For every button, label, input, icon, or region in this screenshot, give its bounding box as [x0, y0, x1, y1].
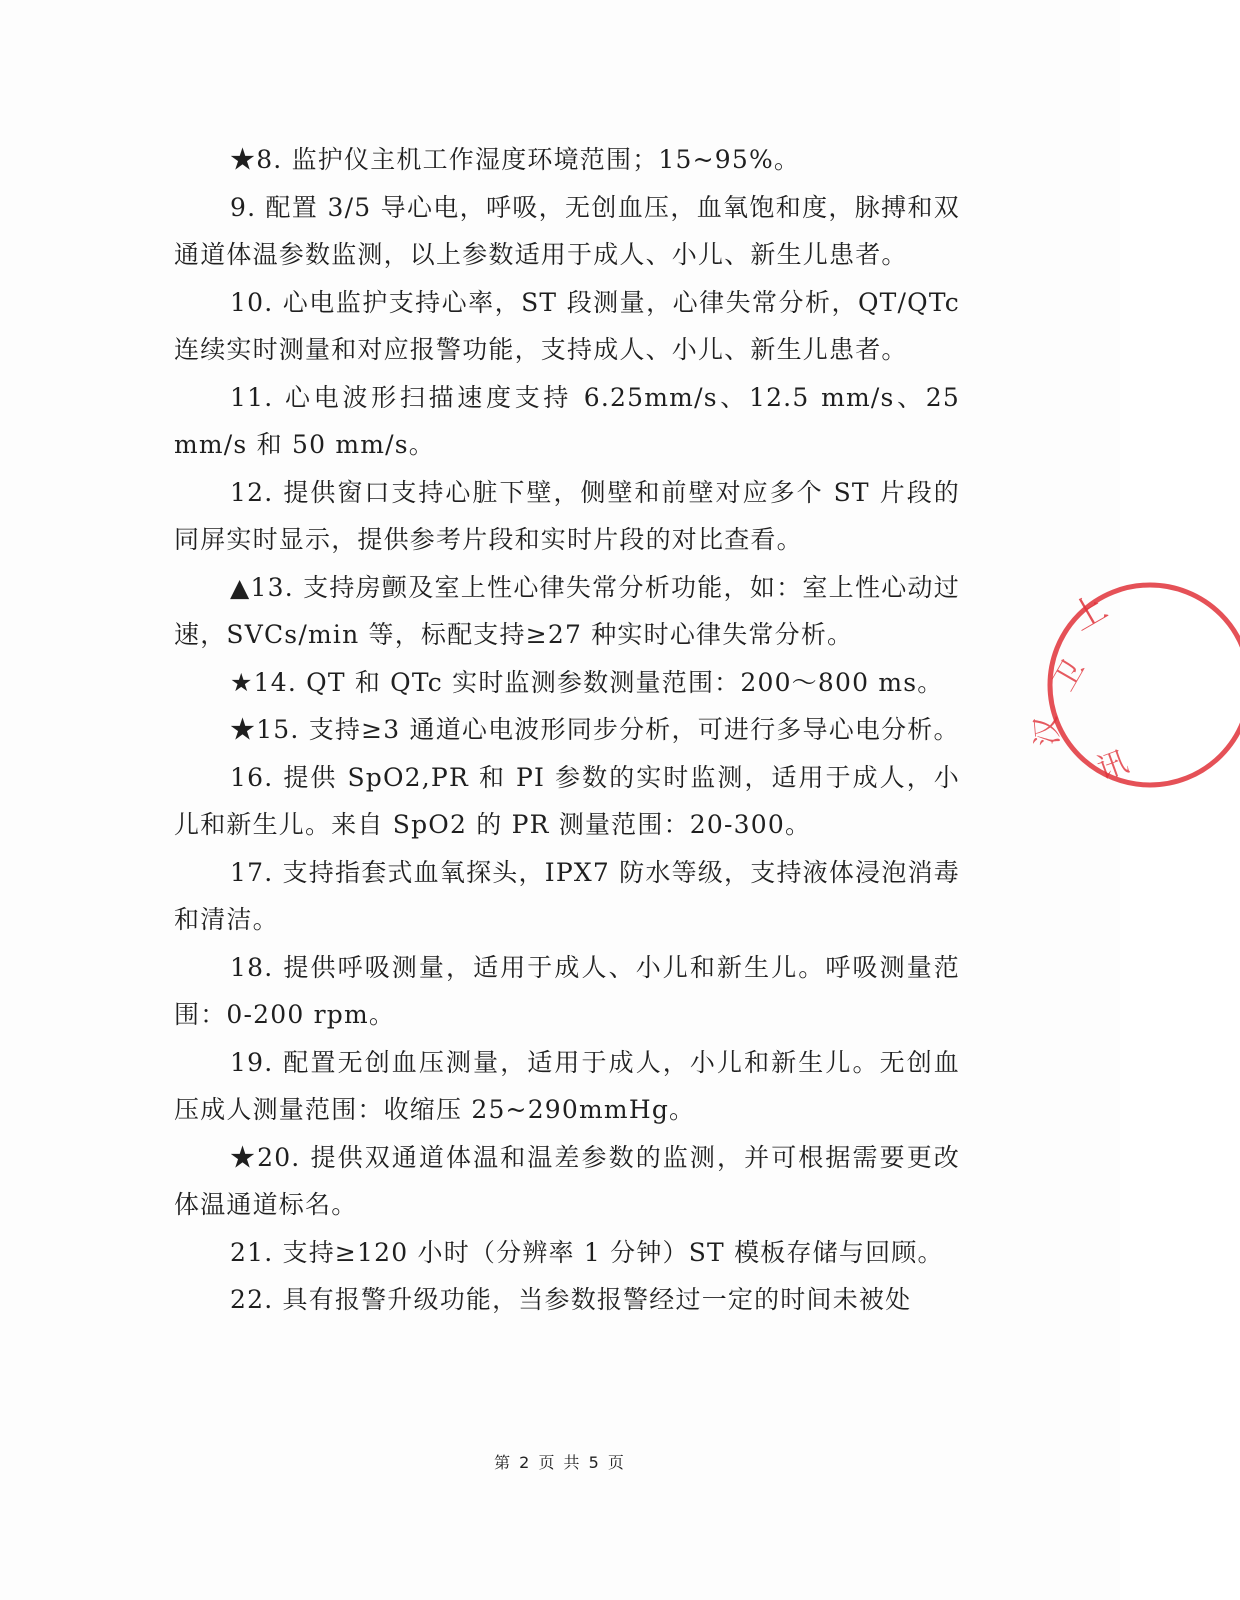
spec-item-10: 10. 心电监护支持心率，ST 段测量，心律失常分析，QT/QTc 连续实时测量和对应报警功能，支持成人、小儿、新生儿患者。	[174, 287, 960, 364]
spec-item-12: 12. 提供窗口支持心脏下壁，侧壁和前壁对应多个 ST 片段的同屏实时显示，提供参考片段和实时片段的对比查看。	[174, 477, 960, 554]
spec-item-17: 17. 支持指套式血氧探头，IPX7 防水等级，支持液体浸泡消毒和清洁。	[174, 857, 960, 934]
page-number-footer: 第 2 页 共 5 页	[494, 1453, 626, 1472]
svg-text:汉: 汉	[1028, 714, 1066, 748]
spec-item-19: 19. 配置无创血压测量，适用于成人，小儿和新生儿。无创血压成人测量范围：收缩压 25~290mmHg。	[174, 1047, 960, 1124]
spec-item-20: ★20. 提供双通道体温和温差参数的监测，并可根据需要更改体温通道标名。	[174, 1142, 960, 1219]
spec-item-13: ▲13. 支持房颤及室上性心律失常分析功能，如：室上性心动过速，SVCs/min 等，标配支持≥27 种实时心律失常分析。	[174, 572, 960, 649]
spec-item-18: 18. 提供呼吸测量，适用于成人、小儿和新生儿。呼吸测量范围：0-200 rpm。	[174, 952, 960, 1029]
spec-item-8: ★8. 监护仪主机工作湿度环境范围；15~95%。	[230, 145, 801, 174]
spec-item-22: 22. 具有报警升级功能，当参数报警经过一定的时间未被处	[230, 1285, 912, 1314]
official-seal-stamp	[1028, 575, 1240, 795]
svg-text:上: 上	[1064, 587, 1114, 639]
spec-item-9: 9. 配置 3/5 导心电，呼吸，无创血压，血氧饱和度，脉搏和双通道体温参数监测，以上参数适用于成人、小儿、新生儿患者。	[174, 192, 960, 269]
spec-item-16: 16. 提供 SpO2,PR 和 PI 参数的实时监测，适用于成人，小儿和新生儿。来自 SpO2 的 PR 测量范围：20-300。	[174, 762, 960, 839]
spec-item-11: 11. 心电波形扫描速度支持 6.25mm/s、12.5 mm/s、25 mm/s 和 50 mm/s。	[174, 382, 960, 459]
svg-text:卫: 卫	[1046, 653, 1092, 697]
spec-item-14: ★14. QT 和 QTc 实时监测参数测量范围：200～800 ms。	[230, 667, 944, 697]
spec-item-21: 21. 支持≥120 小时（分辨率 1 分钟）ST 模板存储与回顾。	[230, 1237, 944, 1267]
spec-item-15: ★15. 支持≥3 通道心电波形同步分析，可进行多导心电分析。	[230, 715, 960, 744]
svg-text:讯: 讯	[1092, 744, 1133, 788]
spec-list	[174, 136, 960, 1324]
